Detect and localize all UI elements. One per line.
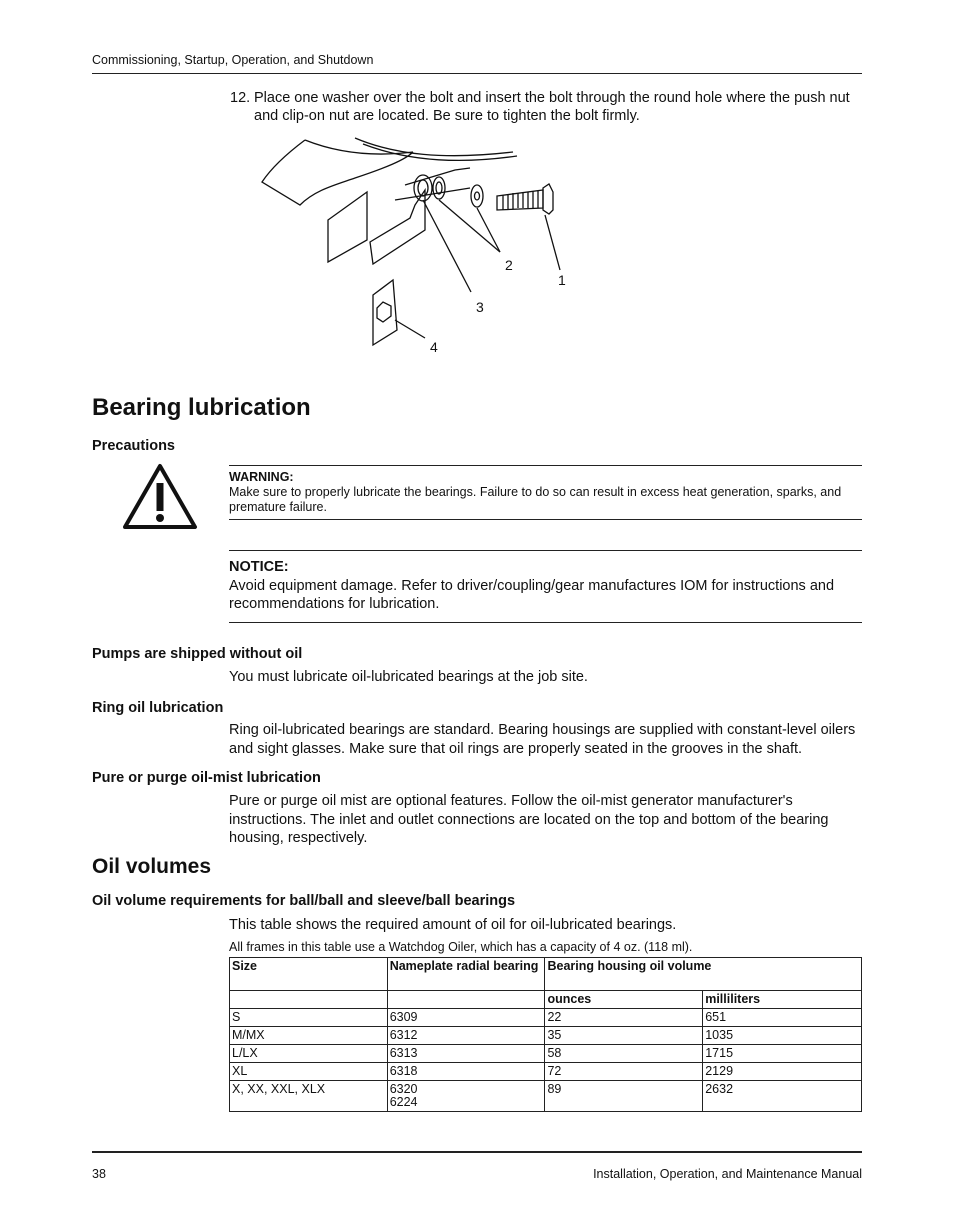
shipped-text: You must lubricate oil-lubricated bearings at the job site. — [229, 669, 588, 685]
table-header-row — [230, 958, 862, 991]
cell-size: L/LX — [230, 1045, 388, 1063]
notice-top-rule — [229, 550, 862, 551]
step-number: 12. — [230, 90, 251, 106]
cell-milliliters: 651 — [703, 1009, 862, 1027]
warning-bottom-rule — [229, 519, 862, 520]
ring-oil-heading: Ring oil lubrication — [92, 700, 224, 716]
cell-milliliters: 2129 — [703, 1063, 862, 1081]
notice-title: NOTICE: — [229, 559, 289, 575]
bolt-assembly-figure — [255, 130, 585, 355]
cell-bearing: 6313 — [387, 1045, 545, 1063]
table-row — [230, 1027, 862, 1045]
bolt-shank — [497, 190, 543, 210]
bearing-value: 6320 — [389, 1082, 418, 1096]
bearing-lubrication-heading: Bearing lubrication — [92, 394, 311, 421]
cell-bearing: 6318 — [387, 1063, 545, 1081]
cell-milliliters: 1715 — [703, 1045, 862, 1063]
precautions-heading: Precautions — [92, 438, 175, 454]
step-text: Place one washer over the bolt and insert the bolt through the round hole where the push nut and clip-on nut are located. Be sure to tighten the bolt firmly. — [254, 90, 850, 124]
bolt-head — [543, 184, 553, 214]
shipped-heading: Pumps are shipped without oil — [92, 646, 303, 662]
cell-ounces: 58 — [545, 1045, 703, 1063]
push-nut — [433, 177, 445, 199]
footer-title: Installation, Operation, and Maintenance Manual — [593, 1167, 862, 1181]
callout-3: 3 — [476, 299, 484, 315]
cell-bearing: 6312 — [387, 1027, 545, 1045]
plate-left — [328, 192, 367, 262]
oil-volume-table — [229, 957, 862, 1112]
oil-volumes-heading: Oil volumes — [92, 855, 212, 878]
col-header-oil-volume: Bearing housing oil volume — [545, 958, 862, 991]
warning-title: WARNING: — [229, 470, 294, 484]
footer-rule — [92, 1151, 862, 1153]
washer — [471, 185, 483, 207]
subheader-empty-1 — [230, 991, 388, 1009]
cell-size: S — [230, 1009, 388, 1027]
bearing-value-extra: 6224 — [389, 1095, 418, 1109]
table-row — [230, 1009, 862, 1027]
oil-volume-subheading: Oil volume requirements for ball/ball and sleeve/ball bearings — [92, 893, 516, 909]
plate-right — [370, 190, 425, 264]
notice-bottom-rule — [229, 622, 862, 623]
table-row — [230, 1063, 862, 1081]
table-subheader-row — [230, 991, 862, 1009]
cell-bearing: 6309 — [387, 1009, 545, 1027]
warning-text: Make sure to properly lubricate the bearings. Failure to do so can result in excess heat generation, sparks, and premature failure. — [229, 485, 842, 514]
table-row — [230, 1045, 862, 1063]
cell-milliliters: 2632 — [703, 1081, 862, 1112]
callout-4: 4 — [430, 339, 438, 355]
clip-nut — [414, 175, 432, 201]
ring-oil-text: Ring oil-lubricated bearings are standard. Bearing housings are supplied with constant-level oilers and sight glasses. Make sure that oil rings are properly seated in the grooves in the shaft. — [229, 722, 856, 757]
cell-ounces: 89 — [545, 1081, 703, 1112]
cell-ounces: 35 — [545, 1027, 703, 1045]
subheader-ounces: ounces — [545, 991, 703, 1009]
callout-1: 1 — [558, 272, 566, 288]
oil-table-intro: This table shows the required amount of oil for oil-lubricated bearings. — [229, 917, 677, 933]
header-rule — [92, 73, 862, 74]
cell-milliliters: 1035 — [703, 1027, 862, 1045]
cell-ounces: 72 — [545, 1063, 703, 1081]
col-header-bearing: Nameplate radial bearing — [387, 958, 545, 991]
callout-2: 2 — [505, 257, 513, 273]
running-header: Commissioning, Startup, Operation, and Shutdown — [92, 53, 374, 67]
cell-size: X, XX, XXL, XLX — [230, 1081, 388, 1112]
subheader-empty-2 — [387, 991, 545, 1009]
col-header-size: Size — [230, 958, 388, 991]
cell-size: XL — [230, 1063, 388, 1081]
oil-mist-heading: Pure or purge oil-mist lubrication — [92, 770, 321, 786]
cell-bearing — [387, 1081, 545, 1112]
subheader-milliliters: milliliters — [703, 991, 862, 1009]
notice-text: Avoid equipment damage. Refer to driver/coupling/gear manufactures IOM for instructions and recommendations for lubrication. — [229, 578, 835, 612]
page-number: 38 — [92, 1167, 106, 1181]
cell-size: M/MX — [230, 1027, 388, 1045]
table-caption: All frames in this table use a Watchdog Oiler, which has a capacity of 4 oz. (118 ml). — [229, 940, 693, 954]
table-row — [230, 1081, 862, 1112]
warning-top-rule — [229, 465, 862, 466]
oil-mist-text: Pure or purge oil mist are optional features. Follow the oil-mist generator manufacturer's instructions. The inlet and outlet connections are located on the top and bottom of the bearing housing, respectively. — [229, 793, 829, 846]
warning-triangle-icon — [122, 463, 198, 531]
step-12 — [230, 89, 862, 125]
cell-ounces: 22 — [545, 1009, 703, 1027]
